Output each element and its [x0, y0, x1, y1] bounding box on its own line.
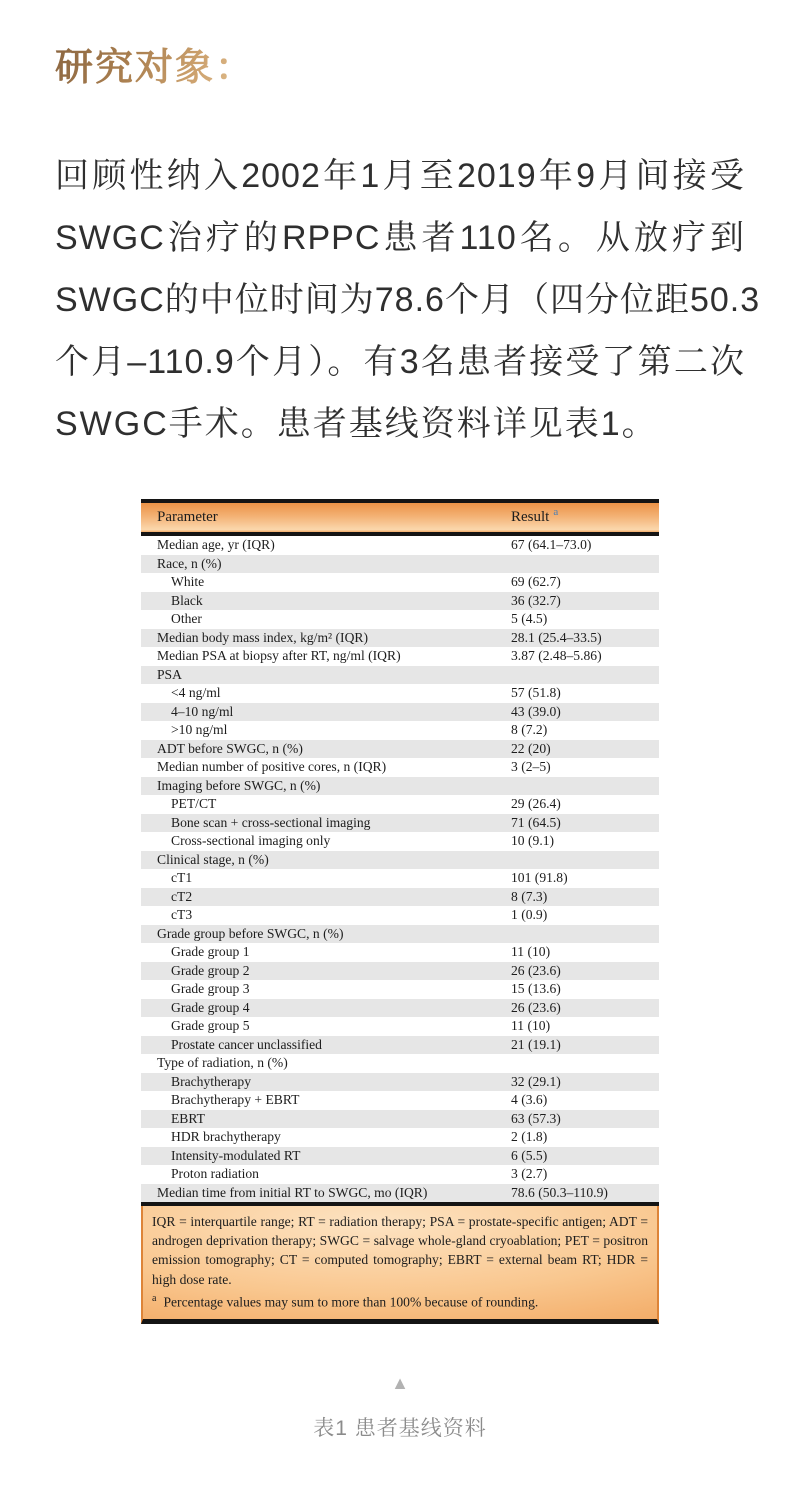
row-parameter: HDR brachytherapy [171, 1129, 281, 1144]
table-row [141, 684, 659, 703]
row-result: 67 (64.1–73.0) [511, 537, 592, 552]
row-parameter: Grade group 3 [171, 981, 250, 996]
row-result [511, 925, 659, 944]
intro-line-2: SWGC治疗的RPPC患者110名。从放疗到 [55, 219, 745, 257]
abbreviations-text: IQR = interquartile range; RT = radiation therapy; PSA = prostate-specific antigen; ADT = androgen deprivation therapy; SWGC = salvage whole-gland cryoablation; PET = positron emission tomography; CT = computed tomography; EBRT = external beam RT; HDR = high dose rate. [152, 1214, 648, 1287]
table-row [141, 1017, 659, 1036]
row-parameter: Type of radiation, n (%) [157, 1055, 288, 1070]
row-result: 8 (7.3) [511, 888, 548, 904]
row-parameter: Grade group 1 [171, 944, 250, 959]
table-row [141, 1110, 659, 1129]
row-result: 11 (10) [511, 944, 551, 959]
row-parameter: Bone scan + cross-sectional imaging [171, 814, 371, 830]
table-header-row [141, 499, 659, 536]
row-result: 78.6 (50.3–110.9) [511, 1184, 608, 1200]
table-body [141, 536, 659, 1206]
row-result: 1 (0.9) [511, 907, 548, 922]
row-result: 3 (2–5) [511, 759, 551, 774]
table-row [141, 1091, 659, 1110]
row-parameter: EBRT [171, 1110, 205, 1126]
row-result: 8 (7.2) [511, 722, 548, 737]
table-row [141, 610, 659, 629]
row-parameter: 4–10 ng/ml [171, 703, 234, 719]
row-result: 101 (91.8) [511, 870, 568, 885]
table-row [141, 980, 659, 999]
table-row [141, 629, 659, 648]
row-result: 5 (4.5) [511, 611, 548, 626]
row-result [511, 851, 659, 870]
column-header-parameter: Parameter [157, 509, 218, 525]
row-parameter: Grade group 2 [171, 962, 250, 978]
row-parameter: Grade group 4 [171, 999, 250, 1015]
row-result: 71 (64.5) [511, 814, 561, 830]
table-row [141, 795, 659, 814]
triangle-up-icon: ▲ [391, 1372, 409, 1393]
row-result: 69 (62.7) [511, 574, 561, 589]
table-row [141, 703, 659, 722]
table-row [141, 1184, 659, 1203]
section-heading-row [55, 36, 800, 91]
table-footnote-box [141, 1206, 659, 1324]
table-row [141, 869, 659, 888]
row-parameter: White [171, 574, 205, 589]
row-parameter: Intensity-modulated RT [171, 1147, 301, 1163]
row-result: 11 (10) [511, 1018, 551, 1033]
row-parameter: Grade group 5 [171, 1018, 250, 1033]
row-result: 32 (29.1) [511, 1073, 561, 1089]
footnote-text: Percentage values may sum to more than 100% because of rounding. [163, 1294, 539, 1310]
column-header-result [511, 506, 659, 526]
section-heading: 研究对象： [55, 36, 255, 91]
row-parameter: cT1 [171, 870, 193, 885]
table-row [141, 777, 659, 796]
table-row [141, 740, 659, 759]
table-row [141, 962, 659, 981]
table-row [141, 851, 659, 870]
table-row [141, 555, 659, 574]
row-result: 57 (51.8) [511, 685, 561, 700]
caption-area [0, 1374, 800, 1442]
intro-line-1: 回顾性纳入2002年1月至2019年9月间接受 [55, 157, 745, 195]
table-row [141, 906, 659, 925]
intro-line-3: SWGC的中位时间为78.6个月（四分位距50.3 [55, 281, 761, 319]
row-parameter: Cross-sectional imaging only [171, 833, 331, 848]
intro-line-5: SWGC手术。患者基线资料详见表1。 [55, 405, 658, 443]
row-result: 26 (23.6) [511, 962, 561, 978]
table-row [141, 647, 659, 666]
row-parameter: ADT before SWGC, n (%) [157, 740, 303, 756]
table-row [141, 758, 659, 777]
table-row [141, 1073, 659, 1092]
row-parameter: Imaging before SWGC, n (%) [157, 777, 321, 793]
row-parameter: cT3 [171, 907, 193, 922]
table-row [141, 888, 659, 907]
table-row [141, 1128, 659, 1147]
row-result: 26 (23.6) [511, 999, 561, 1015]
row-parameter: >10 ng/ml [171, 722, 228, 737]
row-result [511, 555, 659, 574]
row-parameter: cT2 [171, 888, 193, 904]
row-parameter: Brachytherapy [171, 1073, 252, 1089]
row-parameter: Clinical stage, n (%) [157, 851, 269, 867]
row-parameter: Prostate cancer unclassified [171, 1036, 322, 1052]
row-result [511, 777, 659, 796]
intro-paragraph [55, 145, 761, 455]
row-parameter: Median PSA at biopsy after RT, ng/ml (IQR) [157, 648, 401, 663]
row-result: 4 (3.6) [511, 1092, 548, 1107]
table-row [141, 832, 659, 851]
table-row [141, 943, 659, 962]
footnote-marker: a [152, 1292, 157, 1304]
row-parameter: Median time from initial RT to SWGC, mo (IQR) [157, 1184, 428, 1200]
intro-line-4: 个月–110.9个月）。有3名患者接受了第二次 [55, 343, 745, 381]
table-row [141, 666, 659, 685]
row-result: 15 (13.6) [511, 981, 561, 996]
row-result [511, 666, 659, 685]
row-result: 63 (57.3) [511, 1110, 561, 1126]
baseline-characteristics-table [141, 499, 659, 1324]
row-parameter: Median body mass index, kg/m² (IQR) [157, 629, 368, 645]
row-parameter: Black [171, 592, 203, 608]
row-result: 29 (26.4) [511, 796, 561, 811]
table-row [141, 592, 659, 611]
table-row [141, 536, 659, 555]
table-row [141, 999, 659, 1018]
table-row [141, 1147, 659, 1166]
table-row [141, 573, 659, 592]
row-result: 28.1 (25.4–33.5) [511, 629, 602, 645]
row-parameter: PSA [157, 666, 182, 682]
header-footnote-marker: a [553, 506, 559, 518]
row-result: 2 (1.8) [511, 1129, 548, 1144]
row-result: 22 (20) [511, 740, 551, 756]
row-result: 3.87 (2.48–5.86) [511, 648, 602, 663]
row-parameter: Median number of positive cores, n (IQR) [157, 759, 387, 774]
table-row [141, 1036, 659, 1055]
row-result: 36 (32.7) [511, 592, 561, 608]
table-row [141, 925, 659, 944]
table-caption: 表1 患者基线资料 [313, 1416, 487, 1440]
footnote-line [152, 1289, 648, 1312]
row-parameter: Other [171, 611, 202, 626]
row-result: 6 (5.5) [511, 1147, 548, 1163]
row-result: 21 (19.1) [511, 1036, 561, 1052]
row-parameter: Grade group before SWGC, n (%) [157, 925, 344, 941]
row-parameter: <4 ng/ml [171, 685, 221, 700]
row-parameter: Race, n (%) [157, 555, 222, 571]
row-parameter: Median age, yr (IQR) [157, 537, 275, 552]
table-row [141, 721, 659, 740]
row-parameter: Proton radiation [171, 1166, 259, 1181]
table-row [141, 814, 659, 833]
row-result: 3 (2.7) [511, 1166, 548, 1181]
row-parameter: Brachytherapy + EBRT [171, 1092, 300, 1107]
table-row [141, 1165, 659, 1184]
table-row [141, 1054, 659, 1073]
row-result [511, 1054, 659, 1073]
row-result: 43 (39.0) [511, 703, 561, 719]
row-parameter: PET/CT [171, 796, 217, 811]
row-result: 10 (9.1) [511, 833, 555, 848]
column-header-result-label: Result [511, 509, 550, 525]
